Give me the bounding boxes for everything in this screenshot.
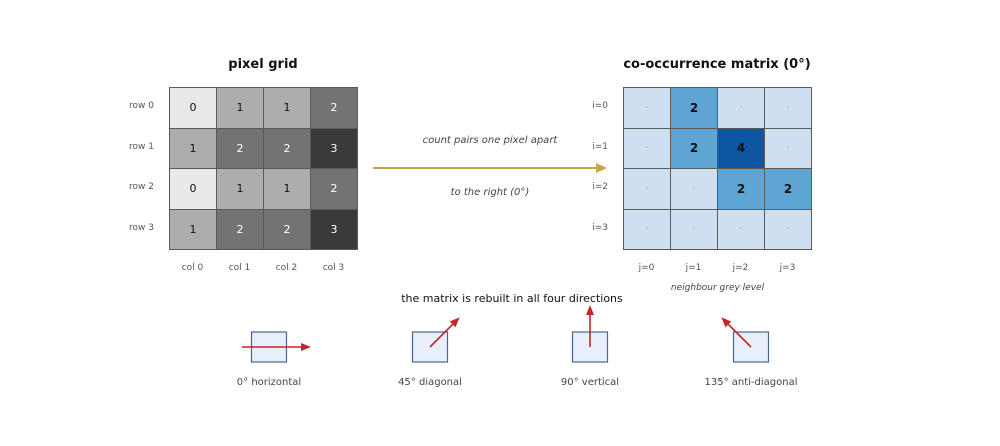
- matrix-row-label: i=2: [592, 182, 608, 193]
- matrix-cell: ·: [623, 209, 671, 251]
- pixel-cell: 2: [310, 87, 358, 129]
- matrix-cell: ·: [717, 209, 765, 251]
- arrow-caption-bottom: to the right (0°): [450, 187, 530, 198]
- matrix-row-label: i=0: [592, 101, 608, 112]
- pixel-cell: 0: [169, 87, 217, 129]
- pixel-cell: 2: [263, 209, 311, 251]
- pixel-cell: 3: [310, 128, 358, 170]
- matrix-row-label: i=3: [592, 222, 608, 233]
- matrix-col-label: j=0: [638, 263, 655, 273]
- pixel-cell: 2: [263, 128, 311, 170]
- row-label: row 3: [129, 222, 154, 233]
- pixel-cell: 2: [216, 128, 264, 170]
- matrix-axis-caption: neighbour grey level: [670, 283, 765, 293]
- direction-label: 0° horizontal: [236, 377, 302, 388]
- matrix-cell: ·: [670, 168, 718, 210]
- pixel-cell: 2: [310, 168, 358, 210]
- directions-heading: the matrix is rebuilt in all four directions: [401, 292, 623, 305]
- matrix-cell: ·: [764, 87, 812, 129]
- row-label: row 2: [129, 182, 154, 193]
- col-label: col 2: [275, 263, 298, 273]
- matrix-cell: 4: [717, 128, 765, 170]
- direction-label: 135° anti-diagonal: [704, 377, 798, 388]
- matrix-cell: 2: [670, 87, 718, 129]
- matrix-cell: ·: [764, 209, 812, 251]
- col-label: col 3: [322, 263, 345, 273]
- pixel-cell: 1: [216, 168, 264, 210]
- pixel-cell: 1: [169, 128, 217, 170]
- pixel-grid-title: pixel grid: [228, 57, 298, 72]
- pixel-cell: 3: [310, 209, 358, 251]
- pixel-cell: 1: [263, 168, 311, 210]
- pixel-cell: 0: [169, 168, 217, 210]
- matrix-cell: ·: [623, 168, 671, 210]
- transform-arrow-head: [596, 163, 607, 173]
- row-label: row 1: [129, 141, 154, 152]
- matrix-title: co-occurrence matrix (0°): [623, 57, 811, 72]
- row-label: row 0: [129, 101, 154, 112]
- col-label: col 0: [181, 263, 204, 273]
- matrix-cell: ·: [670, 209, 718, 251]
- matrix-cell: ·: [717, 87, 765, 129]
- pixel-cell: 1: [216, 87, 264, 129]
- col-label: col 1: [228, 263, 251, 273]
- direction-arrow-head: [301, 343, 311, 351]
- direction-label: 90° vertical: [560, 377, 620, 388]
- matrix-col-label: j=1: [685, 263, 702, 273]
- arrow-caption-top: count pairs one pixel apart: [422, 135, 558, 146]
- matrix-cell: 2: [764, 168, 812, 210]
- matrix-cell: ·: [764, 128, 812, 170]
- matrix-cell: 2: [717, 168, 765, 210]
- direction-arrow-head: [586, 305, 594, 315]
- pixel-cell: 1: [169, 209, 217, 251]
- direction-label: 45° diagonal: [398, 377, 462, 388]
- matrix-col-label: j=2: [732, 263, 749, 273]
- matrix-cell: 2: [670, 128, 718, 170]
- matrix-col-label: j=3: [779, 263, 796, 273]
- matrix-row-label: i=1: [592, 141, 608, 152]
- matrix-cell: ·: [623, 87, 671, 129]
- pixel-cell: 2: [216, 209, 264, 251]
- matrix-cell: ·: [623, 128, 671, 170]
- pixel-cell: 1: [263, 87, 311, 129]
